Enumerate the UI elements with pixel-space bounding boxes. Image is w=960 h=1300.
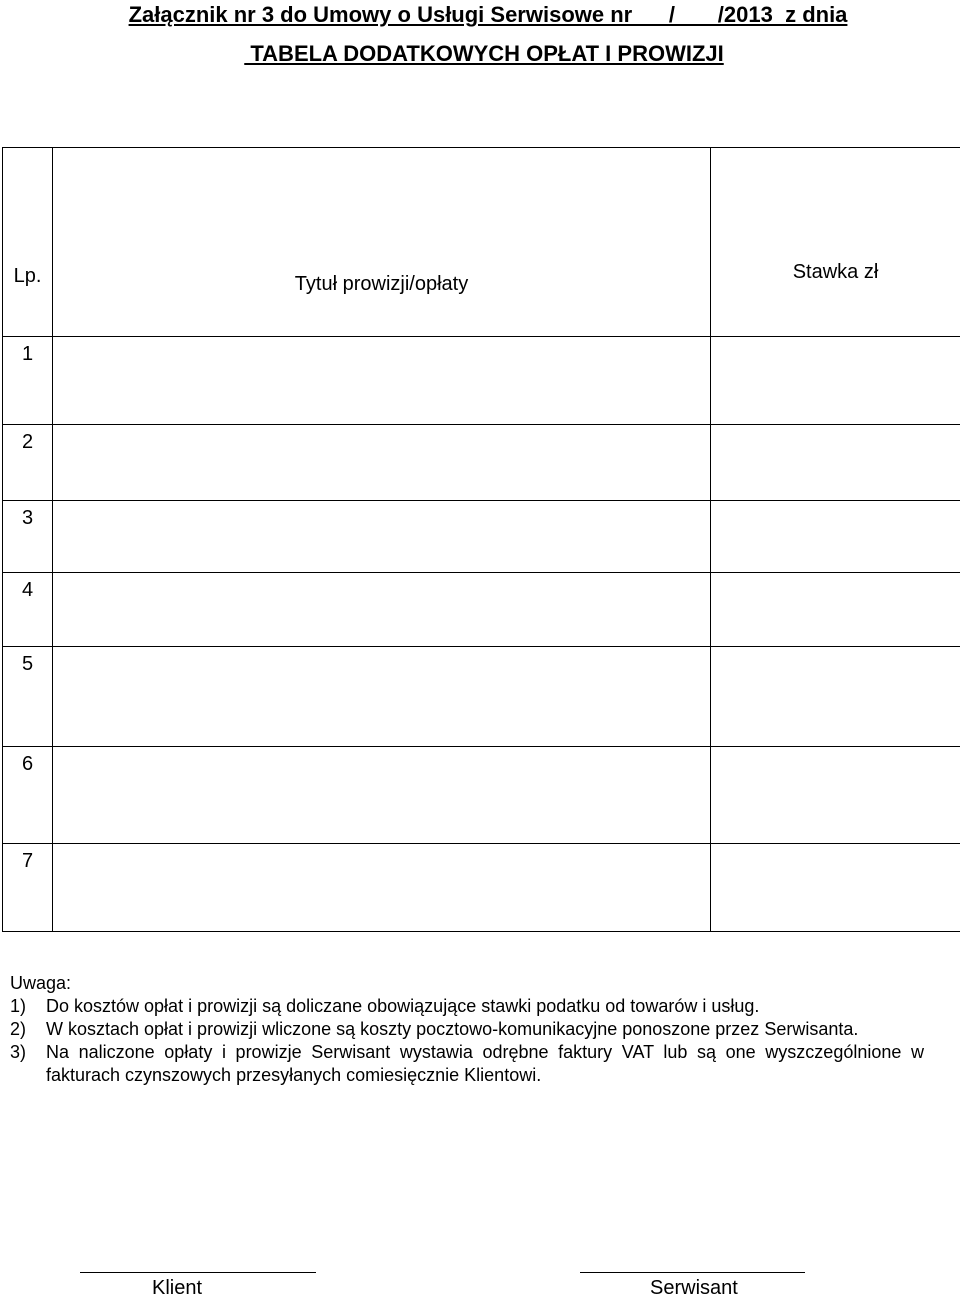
row-number: 2	[3, 425, 53, 501]
fee-title-cell	[53, 425, 711, 501]
fee-title-cell	[53, 647, 711, 747]
row-number: 1	[3, 337, 53, 425]
row-number: 6	[3, 747, 53, 844]
fees-table	[2, 147, 960, 932]
fee-rate-cell	[711, 747, 960, 844]
note-number: 2)	[10, 1018, 46, 1041]
document-title: Załącznik nr 3 do Umowy o Usługi Serwisowe nr / /2013 z dnia	[8, 2, 960, 28]
table-row	[3, 747, 960, 844]
row-number: 7	[3, 844, 53, 932]
fee-rate-cell	[711, 425, 960, 501]
client-signature-line	[80, 1272, 316, 1273]
table-row	[3, 501, 960, 573]
fee-rate-cell	[711, 573, 960, 647]
note-text: Do kosztów opłat i prowizji są doliczane obowiązujące stawki podatku od towarów i usług.	[46, 995, 924, 1018]
notes-section	[10, 972, 924, 1087]
table-row	[3, 425, 960, 501]
fee-rate-cell	[711, 844, 960, 932]
row-number: 4	[3, 573, 53, 647]
row-number: 5	[3, 647, 53, 747]
servicer-signature-label: Serwisant	[650, 1277, 738, 1300]
fee-title-cell	[53, 337, 711, 425]
servicer-signature-line	[580, 1272, 805, 1273]
fee-rate-cell	[711, 337, 960, 425]
column-header-title: Tytuł prowizji/opłaty	[53, 148, 711, 337]
fee-rate-cell	[711, 647, 960, 747]
fee-title-cell	[53, 501, 711, 573]
note-number: 1)	[10, 995, 46, 1018]
note-number: 3)	[10, 1041, 46, 1087]
fee-title-cell	[53, 573, 711, 647]
note-item	[10, 1041, 924, 1087]
table-title: TABELA DODATKOWYCH OPŁAT I PROWIZJI	[4, 41, 960, 67]
table-row	[3, 647, 960, 747]
fee-rate-cell	[711, 501, 960, 573]
fee-title-cell	[53, 844, 711, 932]
table-row	[3, 337, 960, 425]
row-number: 3	[3, 501, 53, 573]
table-header-row	[3, 148, 960, 337]
notes-heading: Uwaga:	[10, 972, 924, 995]
note-item	[10, 1018, 924, 1041]
note-text: W kosztach opłat i prowizji wliczone są koszty pocztowo-komunikacyjne ponoszone przez Serwisanta.	[46, 1018, 924, 1041]
client-signature-label: Klient	[152, 1277, 202, 1300]
table-row	[3, 573, 960, 647]
fee-title-cell	[53, 747, 711, 844]
note-item	[10, 995, 924, 1018]
column-header-rate: Stawka zł	[711, 148, 960, 337]
table-row	[3, 844, 960, 932]
note-text: Na naliczone opłaty i prowizje Serwisant wystawia odrębne faktury VAT lub są one wyszczególnione w fakturach czynszowych przesyłanych comiesięcznie Klientowi.	[46, 1041, 924, 1087]
column-header-lp: Lp.	[3, 148, 53, 337]
